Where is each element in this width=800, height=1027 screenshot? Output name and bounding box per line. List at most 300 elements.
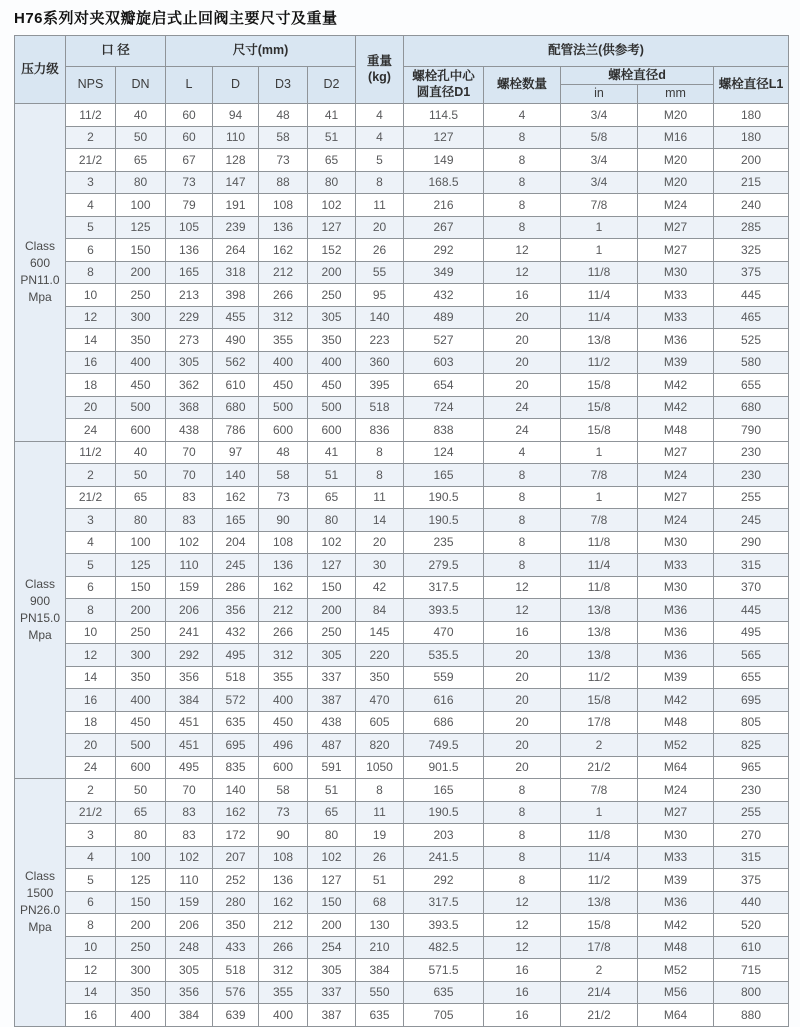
- cell-nps: 4: [66, 846, 116, 869]
- cell-d: 562: [213, 351, 259, 374]
- cell-bolt-qty: 8: [484, 464, 561, 487]
- cell-bolt-in: 1: [561, 486, 638, 509]
- cell-d2: 254: [308, 936, 356, 959]
- cell-weight: 384: [356, 959, 404, 982]
- cell-d1: 686: [404, 711, 484, 734]
- cell-l1: 440: [714, 891, 789, 914]
- header-l1: 螺栓直径L1: [714, 67, 789, 104]
- cell-d: 490: [213, 329, 259, 352]
- cell-d: 495: [213, 644, 259, 667]
- cell-l1: 180: [714, 126, 789, 149]
- cell-d2: 400: [308, 351, 356, 374]
- cell-l1: 315: [714, 554, 789, 577]
- cell-d1: 393.5: [404, 599, 484, 622]
- cell-d3: 266: [259, 936, 308, 959]
- cell-weight: 220: [356, 644, 404, 667]
- table-row: [15, 936, 789, 959]
- cell-l: 67: [166, 149, 213, 172]
- cell-d: 350: [213, 914, 259, 937]
- cell-bolt-mm: M64: [638, 756, 714, 779]
- table-row: [15, 599, 789, 622]
- cell-l: 305: [166, 959, 213, 982]
- cell-weight: 30: [356, 554, 404, 577]
- cell-dn: 250: [116, 936, 166, 959]
- cell-d1: 190.5: [404, 509, 484, 532]
- cell-nps: 11/2: [66, 441, 116, 464]
- cell-d3: 48: [259, 104, 308, 127]
- cell-d1: 165: [404, 779, 484, 802]
- cell-bolt-in: 15/8: [561, 689, 638, 712]
- cell-d2: 65: [308, 486, 356, 509]
- cell-d: 286: [213, 576, 259, 599]
- cell-weight: 20: [356, 216, 404, 239]
- cell-d2: 102: [308, 846, 356, 869]
- cell-d3: 400: [259, 351, 308, 374]
- cell-d3: 600: [259, 756, 308, 779]
- cell-bolt-mm: M30: [638, 824, 714, 847]
- cell-dn: 100: [116, 531, 166, 554]
- cell-d1: 127: [404, 126, 484, 149]
- cell-dn: 400: [116, 689, 166, 712]
- header-weight-line2: (kg): [368, 69, 391, 84]
- table-row: [15, 126, 789, 149]
- cell-d3: 73: [259, 801, 308, 824]
- cell-l: 83: [166, 801, 213, 824]
- cell-weight: 550: [356, 981, 404, 1004]
- cell-nps: 24: [66, 756, 116, 779]
- cell-d1: 114.5: [404, 104, 484, 127]
- cell-l1: 375: [714, 869, 789, 892]
- cell-nps: 10: [66, 936, 116, 959]
- cell-bolt-mm: M27: [638, 216, 714, 239]
- cell-bolt-qty: 24: [484, 396, 561, 419]
- cell-d: 172: [213, 824, 259, 847]
- cell-d3: 136: [259, 216, 308, 239]
- table-row: [15, 194, 789, 217]
- cell-d2: 438: [308, 711, 356, 734]
- cell-bolt-mm: M42: [638, 396, 714, 419]
- cell-bolt-qty: 8: [484, 509, 561, 532]
- cell-l: 273: [166, 329, 213, 352]
- cell-nps: 2: [66, 464, 116, 487]
- cell-bolt-mm: M42: [638, 914, 714, 937]
- cell-l1: 610: [714, 936, 789, 959]
- cell-bolt-qty: 8: [484, 216, 561, 239]
- table-row: [15, 306, 789, 329]
- cell-weight: 1050: [356, 756, 404, 779]
- cell-d3: 73: [259, 486, 308, 509]
- cell-weight: 836: [356, 419, 404, 442]
- cell-nps: 16: [66, 351, 116, 374]
- cell-bolt-qty: 20: [484, 329, 561, 352]
- cell-bolt-in: 15/8: [561, 419, 638, 442]
- cell-d2: 600: [308, 419, 356, 442]
- cell-bolt-qty: 8: [484, 824, 561, 847]
- cell-l1: 180: [714, 104, 789, 127]
- cell-nps: 20: [66, 396, 116, 419]
- cell-d2: 80: [308, 509, 356, 532]
- cell-bolt-in: 21/2: [561, 1004, 638, 1027]
- cell-bolt-mm: M36: [638, 329, 714, 352]
- cell-bolt-mm: M24: [638, 464, 714, 487]
- cell-d: 398: [213, 284, 259, 307]
- cell-l: 292: [166, 644, 213, 667]
- cell-weight: 19: [356, 824, 404, 847]
- cell-weight: 20: [356, 531, 404, 554]
- cell-l1: 245: [714, 509, 789, 532]
- cell-l: 384: [166, 1004, 213, 1027]
- cell-l: 70: [166, 441, 213, 464]
- cell-bolt-qty: 8: [484, 194, 561, 217]
- cell-d1: 149: [404, 149, 484, 172]
- cell-l1: 965: [714, 756, 789, 779]
- cell-l: 165: [166, 261, 213, 284]
- cell-dn: 350: [116, 666, 166, 689]
- cell-d2: 152: [308, 239, 356, 262]
- cell-bolt-qty: 20: [484, 374, 561, 397]
- cell-bolt-mm: M56: [638, 981, 714, 1004]
- cell-d: 635: [213, 711, 259, 734]
- cell-l: 248: [166, 936, 213, 959]
- header-bolt-qty: 螺栓数量: [484, 67, 561, 104]
- cell-nps: 3: [66, 824, 116, 847]
- table-row: [15, 261, 789, 284]
- cell-bolt-mm: M48: [638, 711, 714, 734]
- cell-bolt-mm: M36: [638, 621, 714, 644]
- cell-l1: 200: [714, 149, 789, 172]
- cell-d1: 635: [404, 981, 484, 1004]
- cell-nps: 8: [66, 261, 116, 284]
- cell-bolt-mm: M52: [638, 734, 714, 757]
- cell-l1: 715: [714, 959, 789, 982]
- cell-dn: 40: [116, 104, 166, 127]
- cell-bolt-qty: 8: [484, 801, 561, 824]
- cell-l1: 790: [714, 419, 789, 442]
- table-row: [15, 216, 789, 239]
- cell-weight: 51: [356, 869, 404, 892]
- table-row: [15, 486, 789, 509]
- cell-nps: 14: [66, 329, 116, 352]
- cell-d3: 58: [259, 779, 308, 802]
- cell-nps: 8: [66, 599, 116, 622]
- cell-d2: 250: [308, 621, 356, 644]
- page-title: H76系列对夹双瓣旋启式止回阀主要尺寸及重量: [14, 10, 338, 27]
- cell-nps: 20: [66, 734, 116, 757]
- cell-d1: 267: [404, 216, 484, 239]
- header-d3: D3: [259, 67, 308, 104]
- cell-dn: 250: [116, 284, 166, 307]
- cell-bolt-mm: M36: [638, 599, 714, 622]
- cell-weight: 8: [356, 779, 404, 802]
- header-weight: [356, 36, 404, 104]
- cell-bolt-in: 5/8: [561, 126, 638, 149]
- cell-d: 245: [213, 554, 259, 577]
- cell-d1: 654: [404, 374, 484, 397]
- cell-l1: 230: [714, 441, 789, 464]
- cell-d3: 266: [259, 621, 308, 644]
- table-row: [15, 891, 789, 914]
- cell-bolt-mm: M64: [638, 1004, 714, 1027]
- cell-bolt-qty: 8: [484, 779, 561, 802]
- table-row: [15, 666, 789, 689]
- cell-d3: 500: [259, 396, 308, 419]
- table-row: [15, 104, 789, 127]
- cell-bolt-qty: 8: [484, 149, 561, 172]
- cell-l: 102: [166, 846, 213, 869]
- cell-weight: 42: [356, 576, 404, 599]
- cell-bolt-qty: 12: [484, 936, 561, 959]
- cell-dn: 500: [116, 734, 166, 757]
- cell-dn: 400: [116, 351, 166, 374]
- cell-nps: 14: [66, 981, 116, 1004]
- cell-d3: 450: [259, 711, 308, 734]
- cell-d3: 450: [259, 374, 308, 397]
- cell-bolt-mm: M27: [638, 239, 714, 262]
- cell-d2: 65: [308, 149, 356, 172]
- cell-l: 136: [166, 239, 213, 262]
- cell-d: 162: [213, 801, 259, 824]
- cell-bolt-mm: M48: [638, 419, 714, 442]
- cell-weight: 8: [356, 441, 404, 464]
- cell-bolt-qty: 8: [484, 486, 561, 509]
- cell-dn: 400: [116, 1004, 166, 1027]
- table-row: [15, 869, 789, 892]
- cell-bolt-qty: 8: [484, 869, 561, 892]
- cell-bolt-qty: 20: [484, 306, 561, 329]
- cell-d3: 355: [259, 981, 308, 1004]
- cell-l: 451: [166, 711, 213, 734]
- cell-bolt-qty: 4: [484, 441, 561, 464]
- cell-d2: 200: [308, 599, 356, 622]
- header-pressure-class: 压力级: [15, 36, 66, 104]
- cell-l1: 465: [714, 306, 789, 329]
- cell-bolt-qty: 12: [484, 576, 561, 599]
- cell-l1: 800: [714, 981, 789, 1004]
- cell-weight: 635: [356, 1004, 404, 1027]
- cell-bolt-in: 7/8: [561, 779, 638, 802]
- cell-bolt-qty: 20: [484, 689, 561, 712]
- cell-nps: 12: [66, 306, 116, 329]
- cell-bolt-in: 13/8: [561, 621, 638, 644]
- table-row: [15, 284, 789, 307]
- cell-weight: 223: [356, 329, 404, 352]
- cell-bolt-qty: 20: [484, 756, 561, 779]
- cell-d2: 200: [308, 261, 356, 284]
- cell-dn: 200: [116, 261, 166, 284]
- cell-d: 455: [213, 306, 259, 329]
- cell-weight: 8: [356, 171, 404, 194]
- cell-dn: 80: [116, 509, 166, 532]
- cell-bolt-qty: 4: [484, 104, 561, 127]
- cell-nps: 5: [66, 869, 116, 892]
- cell-nps: 18: [66, 711, 116, 734]
- cell-l1: 240: [714, 194, 789, 217]
- table-row: [15, 374, 789, 397]
- cell-weight: 4: [356, 104, 404, 127]
- pressure-class-cell: Class 600 PN11.0 Mpa: [15, 104, 66, 442]
- cell-d3: 312: [259, 644, 308, 667]
- cell-l: 83: [166, 509, 213, 532]
- cell-bolt-in: 11/8: [561, 261, 638, 284]
- pressure-class-cell: Class 1500 PN26.0 Mpa: [15, 779, 66, 1027]
- cell-dn: 50: [116, 779, 166, 802]
- cell-weight: 95: [356, 284, 404, 307]
- cell-d3: 136: [259, 554, 308, 577]
- cell-d: 252: [213, 869, 259, 892]
- cell-d1: 470: [404, 621, 484, 644]
- cell-l: 362: [166, 374, 213, 397]
- cell-bolt-mm: M24: [638, 779, 714, 802]
- cell-weight: 820: [356, 734, 404, 757]
- cell-nps: 21/2: [66, 486, 116, 509]
- cell-d2: 350: [308, 329, 356, 352]
- cell-d3: 212: [259, 599, 308, 622]
- cell-l1: 880: [714, 1004, 789, 1027]
- cell-l1: 255: [714, 486, 789, 509]
- cell-weight: 26: [356, 239, 404, 262]
- cell-bolt-in: 11/4: [561, 554, 638, 577]
- table-row: [15, 711, 789, 734]
- table-row: [15, 554, 789, 577]
- header-bolt-dia-group: 螺栓直径d: [561, 67, 714, 85]
- cell-l1: 270: [714, 824, 789, 847]
- cell-bolt-qty: 12: [484, 261, 561, 284]
- cell-l: 79: [166, 194, 213, 217]
- cell-bolt-qty: 12: [484, 239, 561, 262]
- cell-dn: 250: [116, 621, 166, 644]
- cell-d: 162: [213, 486, 259, 509]
- cell-d: 786: [213, 419, 259, 442]
- cell-bolt-in: 21/4: [561, 981, 638, 1004]
- cell-nps: 3: [66, 509, 116, 532]
- cell-bolt-in: 11/8: [561, 576, 638, 599]
- cell-l: 241: [166, 621, 213, 644]
- cell-l: 305: [166, 351, 213, 374]
- cell-l: 159: [166, 576, 213, 599]
- cell-d: 191: [213, 194, 259, 217]
- header-weight-line1: 重量: [367, 53, 393, 68]
- table-row: [15, 419, 789, 442]
- cell-nps: 4: [66, 531, 116, 554]
- cell-d2: 250: [308, 284, 356, 307]
- cell-d2: 102: [308, 194, 356, 217]
- cell-nps: 10: [66, 621, 116, 644]
- cell-l: 438: [166, 419, 213, 442]
- cell-nps: 5: [66, 554, 116, 577]
- cell-dn: 200: [116, 599, 166, 622]
- cell-d: 165: [213, 509, 259, 532]
- cell-nps: 6: [66, 891, 116, 914]
- cell-bolt-mm: M20: [638, 104, 714, 127]
- cell-d2: 500: [308, 396, 356, 419]
- cell-weight: 140: [356, 306, 404, 329]
- cell-weight: 68: [356, 891, 404, 914]
- cell-dn: 65: [116, 801, 166, 824]
- header-unit-in: in: [561, 85, 638, 104]
- cell-bolt-mm: M36: [638, 891, 714, 914]
- cell-d2: 305: [308, 959, 356, 982]
- cell-bolt-in: 7/8: [561, 194, 638, 217]
- cell-bolt-qty: 16: [484, 959, 561, 982]
- cell-d2: 387: [308, 689, 356, 712]
- cell-bolt-qty: 20: [484, 644, 561, 667]
- cell-nps: 6: [66, 576, 116, 599]
- cell-d3: 108: [259, 531, 308, 554]
- cell-weight: 11: [356, 486, 404, 509]
- cell-d3: 496: [259, 734, 308, 757]
- cell-l: 70: [166, 779, 213, 802]
- cell-d3: 266: [259, 284, 308, 307]
- table-row: [15, 756, 789, 779]
- table-row: [15, 509, 789, 532]
- cell-d3: 400: [259, 1004, 308, 1027]
- cell-bolt-mm: M39: [638, 869, 714, 892]
- cell-d1: 292: [404, 239, 484, 262]
- cell-l: 110: [166, 869, 213, 892]
- cell-l: 83: [166, 486, 213, 509]
- cell-bolt-qty: 20: [484, 666, 561, 689]
- cell-bolt-mm: M33: [638, 846, 714, 869]
- cell-d2: 337: [308, 981, 356, 1004]
- table-row: [15, 329, 789, 352]
- cell-d3: 212: [259, 914, 308, 937]
- table-row: [15, 801, 789, 824]
- cell-l1: 325: [714, 239, 789, 262]
- cell-l: 105: [166, 216, 213, 239]
- cell-dn: 50: [116, 126, 166, 149]
- cell-bolt-in: 11/2: [561, 666, 638, 689]
- cell-bolt-in: 1: [561, 801, 638, 824]
- cell-d1: 749.5: [404, 734, 484, 757]
- cell-bolt-mm: M42: [638, 374, 714, 397]
- cell-weight: 8: [356, 464, 404, 487]
- cell-d2: 487: [308, 734, 356, 757]
- spec-table: [14, 35, 789, 1027]
- table-header: [15, 36, 789, 104]
- cell-weight: 210: [356, 936, 404, 959]
- cell-d: 204: [213, 531, 259, 554]
- cell-nps: 3: [66, 171, 116, 194]
- cell-dn: 500: [116, 396, 166, 419]
- cell-d: 140: [213, 779, 259, 802]
- cell-nps: 16: [66, 689, 116, 712]
- cell-bolt-qty: 20: [484, 734, 561, 757]
- cell-dn: 350: [116, 981, 166, 1004]
- cell-bolt-in: 7/8: [561, 464, 638, 487]
- cell-d: 128: [213, 149, 259, 172]
- cell-d: 147: [213, 171, 259, 194]
- table-row: [15, 621, 789, 644]
- cell-d1: 203: [404, 824, 484, 847]
- cell-d2: 80: [308, 824, 356, 847]
- cell-l1: 375: [714, 261, 789, 284]
- cell-nps: 2: [66, 126, 116, 149]
- cell-d2: 41: [308, 104, 356, 127]
- cell-d2: 450: [308, 374, 356, 397]
- cell-d: 432: [213, 621, 259, 644]
- cell-d: 518: [213, 959, 259, 982]
- cell-d3: 90: [259, 509, 308, 532]
- cell-d3: 600: [259, 419, 308, 442]
- cell-l: 60: [166, 126, 213, 149]
- cell-bolt-mm: M52: [638, 959, 714, 982]
- cell-d3: 400: [259, 689, 308, 712]
- cell-d3: 73: [259, 149, 308, 172]
- cell-d: 110: [213, 126, 259, 149]
- cell-dn: 200: [116, 914, 166, 937]
- table-row: [15, 441, 789, 464]
- cell-d: 97: [213, 441, 259, 464]
